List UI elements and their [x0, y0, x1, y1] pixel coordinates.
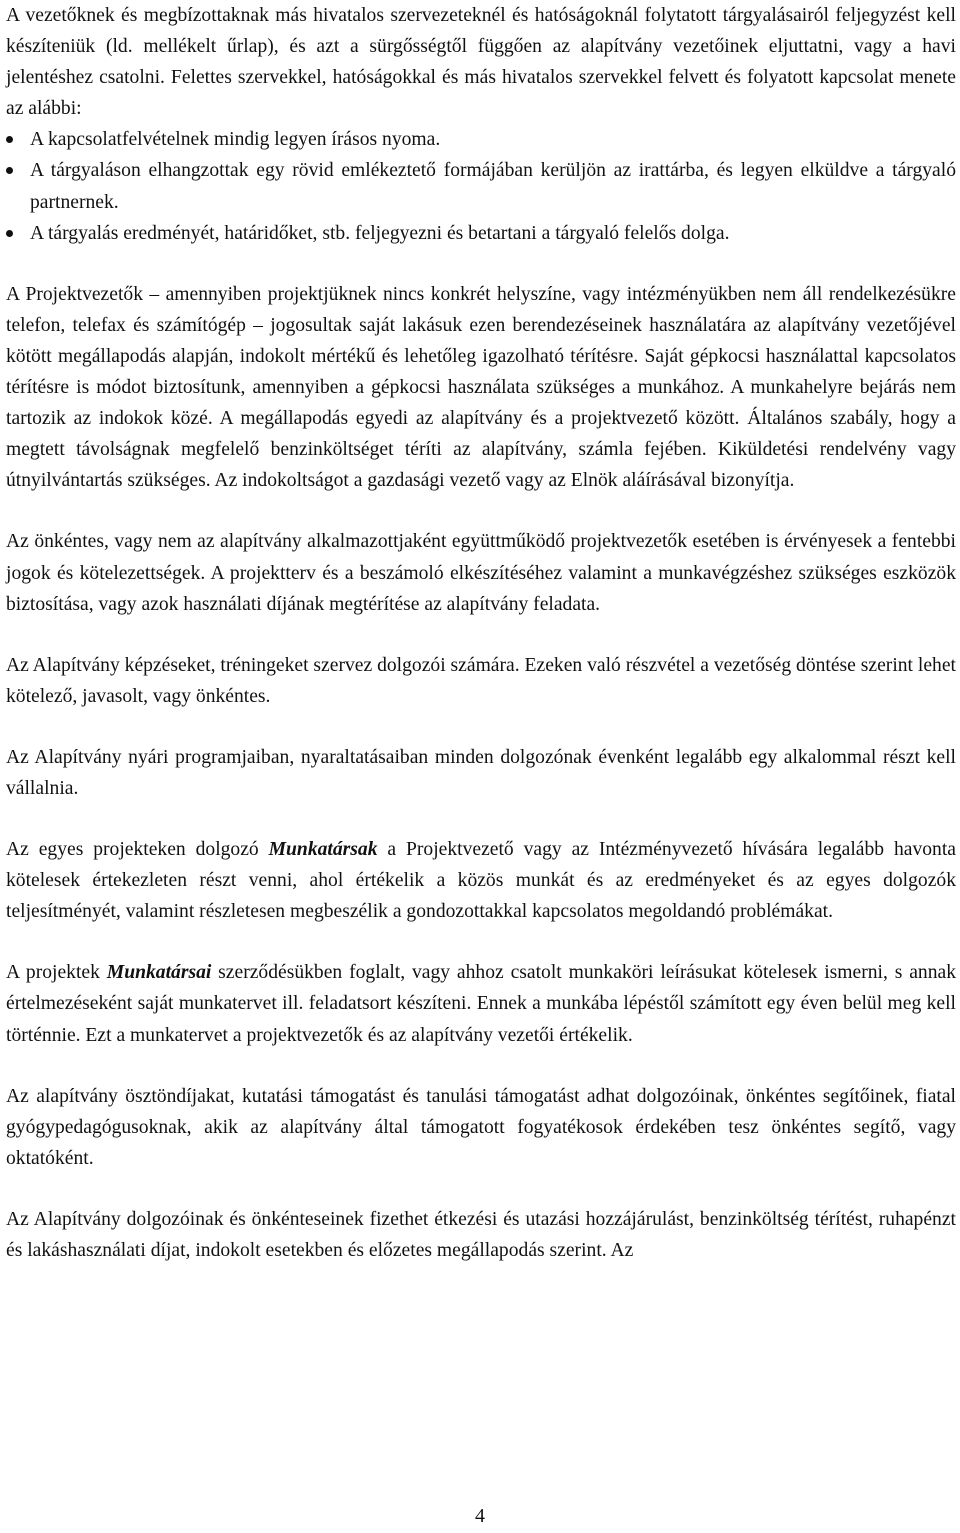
bullet-text: A tárgyalás eredményét, határidőket, stb. feljegyezni és betartani a tárgyaló felelős dolga.: [30, 222, 730, 244]
paragraph-summer-programs: Az Alapítvány nyári programjaiban, nyaraltatásaiban minden dolgozónak évenként legalább egy alkalommal részt kell vállalnia.: [6, 746, 956, 799]
paragraph-allowances: Az Alapítvány dolgozóinak és önkénteseinek fizethet étkezési és utazási hozzájárulást, benzinköltség térítést, ruhapénzt és lakáshasználati díjat, indokolt esetekben és előzetes megállapodás szerint. Az: [6, 1208, 956, 1261]
paragraph-coworkers-meetings: [6, 834, 956, 927]
emphasis-term: Munkatársak: [268, 839, 378, 861]
bullet-text: A kapcsolatfelvételnek mindig legyen írásos nyoma.: [30, 129, 441, 151]
paragraph-project-leaders: A Projektvezetők – amennyiben projektjüknek nincs konkrét helyszíne, vagy intézményükben nem áll rendelkezésükre telefon, telefax és számítógép – jogosultak saját lakásuk ezen berendezéseinek használatára az alapítvány vezetőjével kötött megállapodás alapján, indokolt mértékű és lehetőleg igazolható térítésre. Saját gépkocsi használattal kapcsolatos térítésre is módot biztosítunk, amennyiben a gépkocsi használata szükséges a munkához. A munkahelyre bejárás nem tartozik az indokok közé. A megállapodás egyedi az alapítvány és a projektvezető között. Általános szabály, hogy a megtett távolságnak megfelelő benzinköltséget téríti az alapítvány, számla fejében. Kiküldetési rendelvény vagy útnyilvántartás szükséges. Az indokoltságot a gazdasági vezető vagy az Elnök aláírásával bizonyítja.: [6, 283, 956, 492]
bullet-item: [6, 155, 956, 217]
bullet-dot-icon: [6, 230, 13, 237]
emphasis-term: Munkatársai: [106, 962, 212, 984]
text-segment: a Projektvezető vagy az Intézményvezető hívására legalább havonta kötelesek értekezleten részt venni, ahol értékelik a közös munkát és az eredményeket és az egyes dolgozók teljesítményét, valamint részletesen megbeszélik a gondozottakkal kapcsolatos megoldandó problémákat.: [6, 839, 956, 923]
bullet-item: [6, 218, 956, 249]
page-number: 4: [475, 1505, 485, 1527]
paragraph-meeting-notes: A vezetőknek és megbízottaknak más hivatalos szervezeteknél és hatóságoknál folytatott tárgyalásairól feljegyzést kell készíteniük (ld. mellékelt űrlap), és azt a sürgősségtől függően az alapítvány vezetőinek eljuttatni, vagy a havi jelentéshez csatolni. Felettes szervekkel, hatóságokkal és más hivatalos szervekkel felvett és folyatott kapcsolat menete az alábbi:: [6, 5, 956, 120]
bullet-dot-icon: [6, 167, 13, 174]
paragraph-scholarships: Az alapítvány ösztöndíjakat, kutatási támogatást és tanulási támogatást adhat dolgozóinak, önkéntes segítőinek, fiatal gyógypedagógusoknak, akik az alapítvány által támogatott fogyatékosok érdekében tesz önkéntes segítő, vagy oktatóként.: [6, 1085, 956, 1169]
paragraph-coworkers-duties: [6, 957, 956, 1050]
paragraph-volunteers: Az önkéntes, vagy nem az alapítvány alkalmazottjaként együttműködő projektvezetők esetében is érvényesek a fentebbi jogok és kötelezettségek. A projektterv és a beszámoló elkészítéséhez valamint a munkavégzéshez szükséges eszközök biztosítása, vagy azok használati díjának megtérítése az alapítvány feladata.: [6, 531, 956, 615]
text-segment: szerződésükben foglalt, vagy ahhoz csatolt munkaköri leírásukat kötelesek ismerni, s annak értelmezéseként saját munkatervet ill. feladatsort készíteni. Ennek a munkába lépéstől számított egy éven belül meg kell történnie. Ezt a munkatervet a projektvezetők és az alapítvány vezetői értékelik.: [6, 962, 956, 1046]
bullet-item: [6, 124, 956, 155]
document-page: [6, 0, 956, 1266]
bullet-dot-icon: [6, 136, 13, 143]
paragraph-trainings: Az Alapítvány képzéseket, tréningeket szervez dolgozói számára. Ezeken való részvétel a vezetőség döntése szerint lehet kötelező, javasolt, vagy önkéntes.: [6, 654, 956, 707]
text-segment: A projektek: [6, 962, 107, 984]
text-segment: Az egyes projekteken dolgozó: [6, 839, 269, 861]
bullet-text: A tárgyaláson elhangzottak egy rövid emlékeztető formájában kerüljön az irattárba, és legyen elküldve a tárgyaló partnernek.: [30, 160, 956, 213]
bullet-list: [6, 124, 956, 248]
